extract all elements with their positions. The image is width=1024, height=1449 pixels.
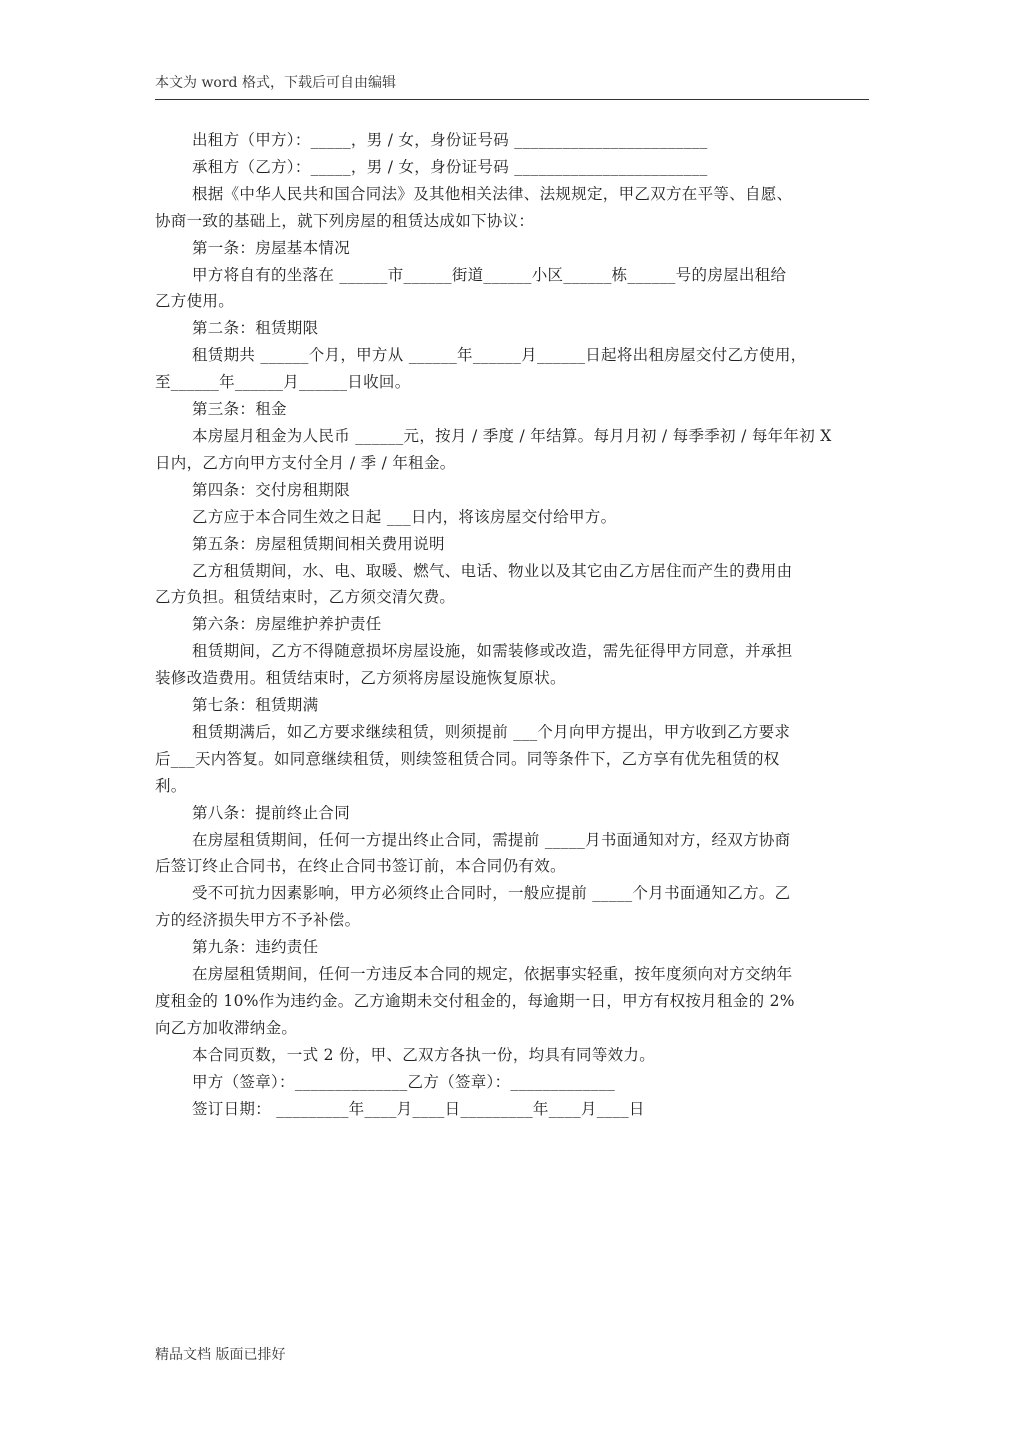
article-heading: 第九条：违约责任 bbox=[192, 938, 319, 957]
article-heading: 第三条：租金 bbox=[192, 400, 287, 419]
article-heading: 第六条：房屋维护养护责任 bbox=[192, 615, 382, 634]
article-text: 在房屋租赁期间，任何一方违反本合同的规定，依据事实轻重，按年度须向对方交纳年 bbox=[192, 965, 793, 984]
article-heading: 第五条：房屋租赁期间相关费用说明 bbox=[192, 534, 445, 553]
article-text: 租赁期间，乙方不得随意损坏房屋设施，如需装修或改造，需先征得甲方同意，并承担 bbox=[192, 642, 793, 661]
preamble-line: 协商一致的基础上，就下列房屋的租赁达成如下协议： bbox=[155, 211, 535, 230]
article-text: 在房屋租赁期间，任何一方提出终止合同，需提前 _____月书面通知对方，经双方协商 bbox=[192, 830, 791, 849]
signature-line: 甲方（签章）：______________乙方（签章）：_____________ bbox=[192, 1072, 616, 1091]
preamble-line: 根据《中华人民共和国合同法》及其他相关法律、法规规定，甲乙双方在平等、自愿、 bbox=[192, 184, 793, 203]
article-text: 日内，乙方向甲方支付全月 / 季 / 年租金。 bbox=[155, 453, 456, 472]
article-heading: 第八条：提前终止合同 bbox=[192, 803, 351, 822]
article-text: 向乙方加收滞纳金。 bbox=[155, 1018, 298, 1037]
article-heading: 第七条：租赁期满 bbox=[192, 696, 319, 715]
article-text: 租赁期共 ______个月，甲方从 ______年______月______日起将出租房屋交付乙方使用， bbox=[192, 346, 807, 365]
article-text: 本房屋月租金为人民币 ______元，按月 / 季度 / 年结算。每月月初 / 每季季初 / 每年年初 X bbox=[192, 426, 832, 445]
article-text: 甲方将自有的坐落在 ______市______街道______小区______栋______号的房屋出租给 bbox=[192, 265, 787, 284]
article-text: 后签订终止合同书，在终止合同书签订前，本合同仍有效。 bbox=[155, 857, 566, 876]
article-text: 至______年______月______日收回。 bbox=[155, 373, 411, 392]
article-text: 度租金的 10%作为违约金。乙方逾期未交付租金的，每逾期一日，甲方有权按月租金的 2% bbox=[155, 992, 795, 1010]
article-text: 乙方负担。租赁结束时，乙方须交清欠费。 bbox=[155, 588, 456, 607]
copies-line: 本合同页数，一式 2 份，甲、乙双方各执一份，均具有同等效力。 bbox=[192, 1045, 656, 1064]
article-heading: 第一条：房屋基本情况 bbox=[192, 238, 351, 257]
page-footer: 精品文档 版面已排好 bbox=[155, 1347, 286, 1363]
article-text: 租赁期满后，如乙方要求继续租赁，则须提前 ___个月向甲方提出，甲方收到乙方要求 bbox=[192, 722, 791, 741]
article-text: 后___天内答复。如同意继续租赁，则续签租赁合同。同等条件下，乙方享有优先租赁的权 bbox=[155, 749, 780, 768]
article-text: 装修改造费用。租赁结束时，乙方须将房屋设施恢复原状。 bbox=[155, 669, 566, 688]
lessee-line: 承租方（乙方）：_____，男 / 女，身份证号码 ________________________ bbox=[192, 157, 708, 176]
article-text: 乙方租赁期间，水、电、取暖、燃气、电话、物业以及其它由乙方居住而产生的费用由 bbox=[192, 561, 793, 580]
article-text: 利。 bbox=[155, 776, 187, 795]
lessor-line: 出租方（甲方）：_____，男 / 女，身份证号码 ________________________ bbox=[192, 131, 708, 149]
article-text: 受不可抗力因素影响，甲方必须终止合同时，一般应提前 _____个月书面通知乙方。乙 bbox=[192, 884, 791, 903]
article-text: 方的经济损失甲方不予补偿。 bbox=[155, 911, 361, 930]
page-header: 本文为 word 格式，下载后可自由编辑 bbox=[155, 73, 869, 100]
article-heading: 第二条：租赁期限 bbox=[192, 319, 319, 338]
signing-date-line: 签订日期： _________年____月____日_________年____月____日 bbox=[192, 1099, 645, 1118]
contract-body bbox=[155, 127, 880, 1123]
article-text: 乙方使用。 bbox=[155, 292, 235, 311]
article-text: 乙方应于本合同生效之日起 ___日内，将该房屋交付给甲方。 bbox=[192, 507, 617, 526]
article-heading: 第四条：交付房租期限 bbox=[192, 480, 351, 499]
